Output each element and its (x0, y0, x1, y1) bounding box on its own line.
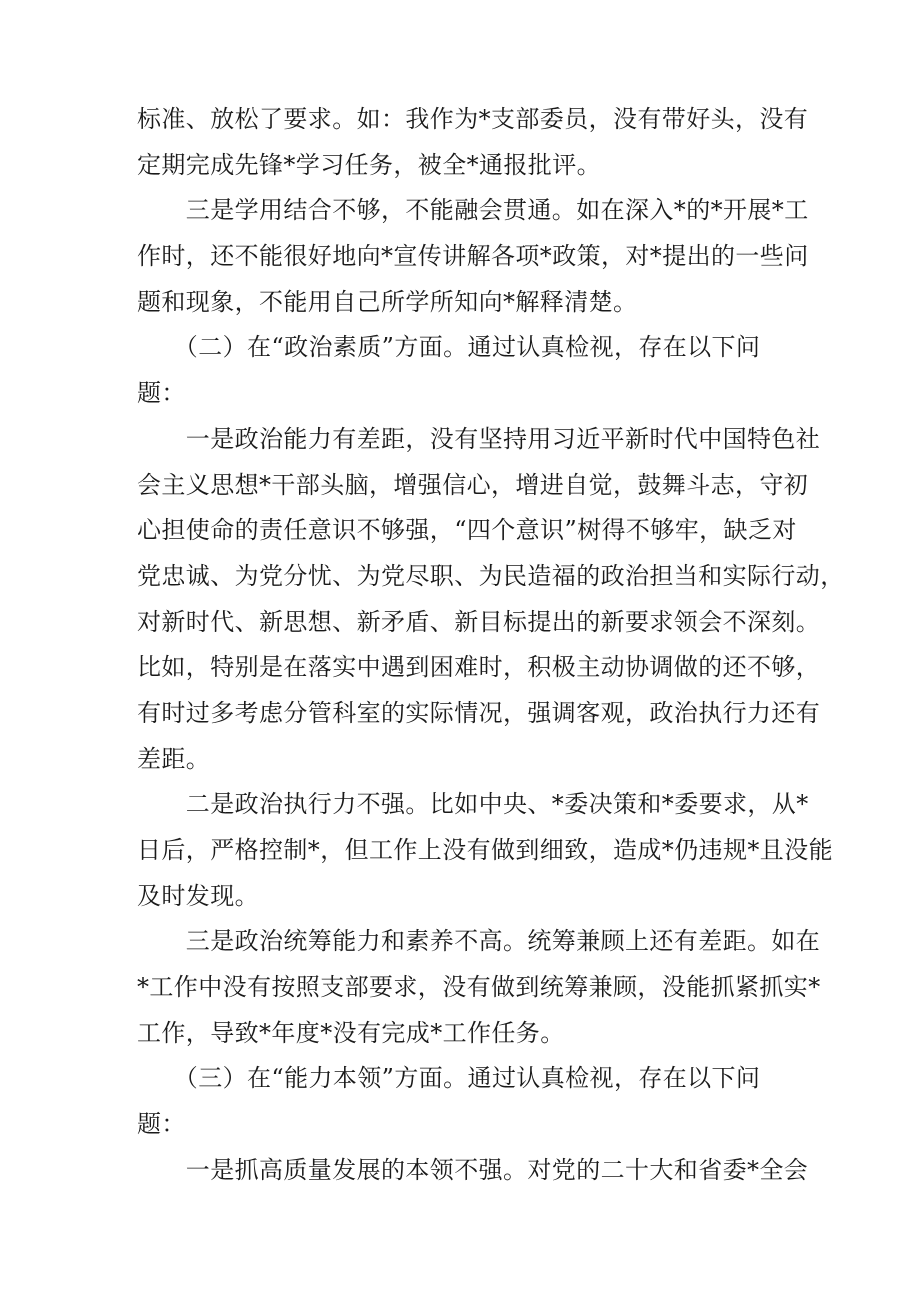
text-line: 三是学用结合不够，不能融会贯通。如在深入*的*开展*工 (137, 196, 809, 225)
text-line: 一是政治能力有差距，没有坚持用习近平新时代中国特色社 (137, 424, 821, 453)
text-line: 一是抓高质量发展的本领不强。对党的二十大和省委*全会 (137, 1155, 809, 1184)
text-line: 标准、放松了要求。如：我作为*支部委员，没有带好头，没有 (137, 105, 809, 133)
section-heading-line: （二）在“政治素质”方面。通过认真检视，存在以下问 (137, 333, 761, 362)
text-line: 及时发现。 (137, 881, 259, 910)
text-line: 作时，还不能很好地向*宣传讲解各项*政策，对*提出的一些问 (137, 242, 809, 271)
text-line: 题： (137, 379, 186, 408)
text-line: 党忠诚、为党分忧、为党尽职、为民造福的政治担当和实际行动， (137, 561, 845, 590)
text-line: 会主义思想*干部头脑，增强信心，增进自觉，鼓舞斗志，守初 (137, 470, 809, 499)
text-line: 比如，特别是在落实中遇到困难时，积极主动协调做的还不够， (137, 653, 821, 682)
text-line: 日后，严格控制*，但工作上没有做到细致，造成*仍违规*且没能 (137, 836, 833, 864)
section-heading-line: （三）在“能力本领”方面。通过认真检视，存在以下问 (137, 1064, 761, 1093)
text-line: 二是政治执行力不强。比如中央、*委决策和*委要求，从* (137, 790, 809, 819)
text-line: 心担使命的责任意识不够强，“四个意识”树得不够牢，缺乏对 (137, 516, 797, 545)
text-line: 题和现象，不能用自己所学所知向*解释清楚。 (137, 287, 638, 316)
text-line: 差距。 (137, 744, 211, 773)
text-line: 工作，导致*年度*没有完成*工作任务。 (137, 1018, 565, 1047)
document-body (137, 97, 845, 1194)
text-line: 对新时代、新思想、新矛盾、新目标提出的新要求领会不深刻。 (137, 607, 821, 636)
text-line: *工作中没有按照支部要求，没有做到统筹兼顾，没能抓紧抓实* (137, 973, 821, 1002)
text-line: 有时过多考虑分管科室的实际情况，强调客观，政治执行力还有 (137, 698, 821, 727)
text-line: 三是政治统筹能力和素养不高。统筹兼顾上还有差距。如在 (137, 927, 821, 956)
text-line: 题： (137, 1110, 186, 1139)
text-line: 定期完成先锋*学习任务，被全*通报批评。 (137, 150, 601, 179)
